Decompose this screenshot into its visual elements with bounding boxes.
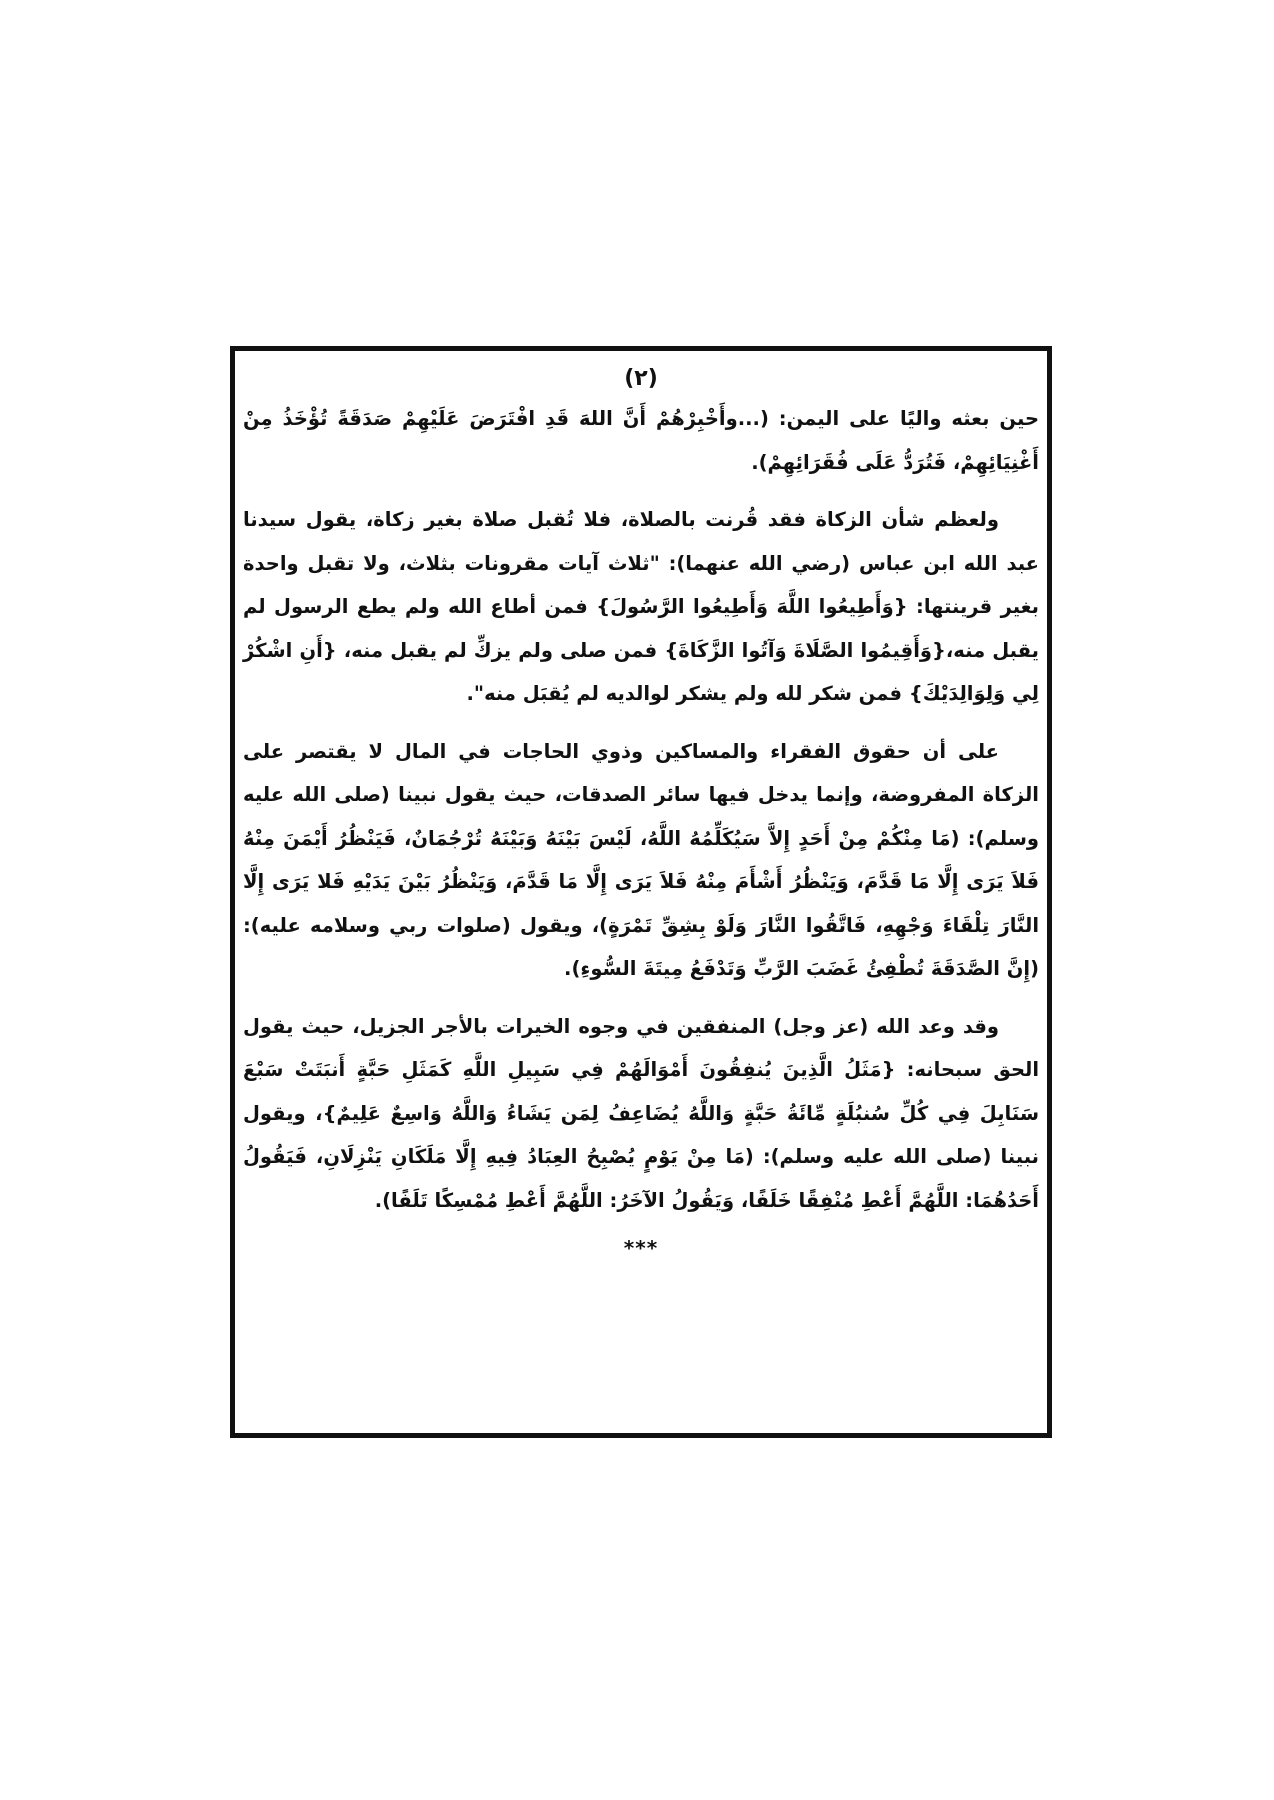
paragraph-4: وقد وعد الله (عز وجل) المنفقين في وجوه الخيرات بالأجر الجزيل، حيث يقول الحق سبحانه: {مَثَلُ الَّذِينَ يُنفِقُونَ أَمْوَالَهُمْ فِي سَبِيلِ اللَّهِ كَمَثَلِ حَبَّةٍ أَنبَتَتْ سَبْعَ سَنَابِلَ فِي كُلِّ سُنبُلَةٍ مِّائَةُ حَبَّةٍ وَاللَّهُ يُضَاعِفُ لِمَن يَشَاءُ وَاللَّهُ وَاسِعٌ عَلِيمٌ}، ويقول نبينا (صلى الله عليه وسلم): (مَا مِنْ يَوْمٍ يُصْبِحُ العِبَادُ فِيهِ إِلَّا مَلَكَانِ يَنْزِلَانِ، فَيَقُولُ أَحَدُهُمَا: اللَّهُمَّ أَعْطِ مُنْفِقًا خَلَفًا، وَيَقُولُ الآخَرُ: اللَّهُمَّ أَعْطِ مُمْسِكًا تَلَفًا). (243, 1014, 1039, 1212)
paragraph-3: على أن حقوق الفقراء والمساكين وذوي الحاجات في المال لا يقتصر على الزكاة المفروضة، وإنما يدخل فيها سائر الصدقات، حيث يقول نبينا (صلى الله عليه وسلم): (مَا مِنْكُمْ مِنْ أَحَدٍ إِلاَّ سَيُكَلِّمُهُ اللَّهُ، لَيْسَ بَيْنَهُ وَبَيْنَهُ تُرْجُمَانٌ، فَيَنْظُرُ أَيْمَنَ مِنْهُ فَلاَ يَرَى إِلَّا مَا قَدَّمَ، وَيَنْظُرُ أَشْأَمَ مِنْهُ فَلاَ يَرَى إِلَّا مَا قَدَّمَ، وَيَنْظُرُ بَيْنَ يَدَيْهِ فَلا يَرَى إِلَّا النَّارَ تِلْقَاءَ وَجْهِهِ، فَاتَّقُوا النَّارَ وَلَوْ بِشِقِّ تَمْرَةٍ)، ويقول (صلوات ربي وسلامه عليه): (إِنَّ الصَّدَقَةَ تُطْفِئُ غَضَبَ الرَّبِّ وَتَدْفَعُ مِيتَةَ السُّوءِ). (243, 739, 1039, 980)
paragraph-1: حين بعثه واليًا على اليمن: (...وأَخْبِرْهُمْ أَنَّ اللهَ قَدِ افْتَرَضَ عَلَيْهِمْ صَدَقَةً تُؤْخَذُ مِنْ أَغْنِيَائِهِمْ، فَتُرَدُّ عَلَى فُقَرَائِهِمْ). (243, 407, 1039, 474)
page-frame (230, 346, 1052, 1438)
paragraph-2: ولعظم شأن الزكاة فقد قُرنت بالصلاة، فلا تُقبل صلاة بغير زكاة، يقول سيدنا عبد الله ابن عباس (رضي الله عنهما): "ثلاث آيات مقرونات بثلاث، ولا تقبل واحدة بغير قرينتها: {وَأَطِيعُوا اللَّهَ وَأَطِيعُوا الرَّسُولَ} فمن أطاع الله ولم يطع الرسول لم يقبل منه،{وَأَقِيمُوا الصَّلَاةَ وَآتُوا الزَّكَاةَ} فمن صلى ولم يزكِّ لم يقبل منه، {أَنِ اشْكُرْ لِي وَلِوَالِدَيْكَ} فمن شكر لله ولم يشكر لوالديه لم يُقبَل منه". (243, 508, 1039, 705)
section-separator: *** (623, 1236, 659, 1260)
page-number: (٢) (624, 366, 658, 391)
body-text (243, 397, 1039, 1222)
